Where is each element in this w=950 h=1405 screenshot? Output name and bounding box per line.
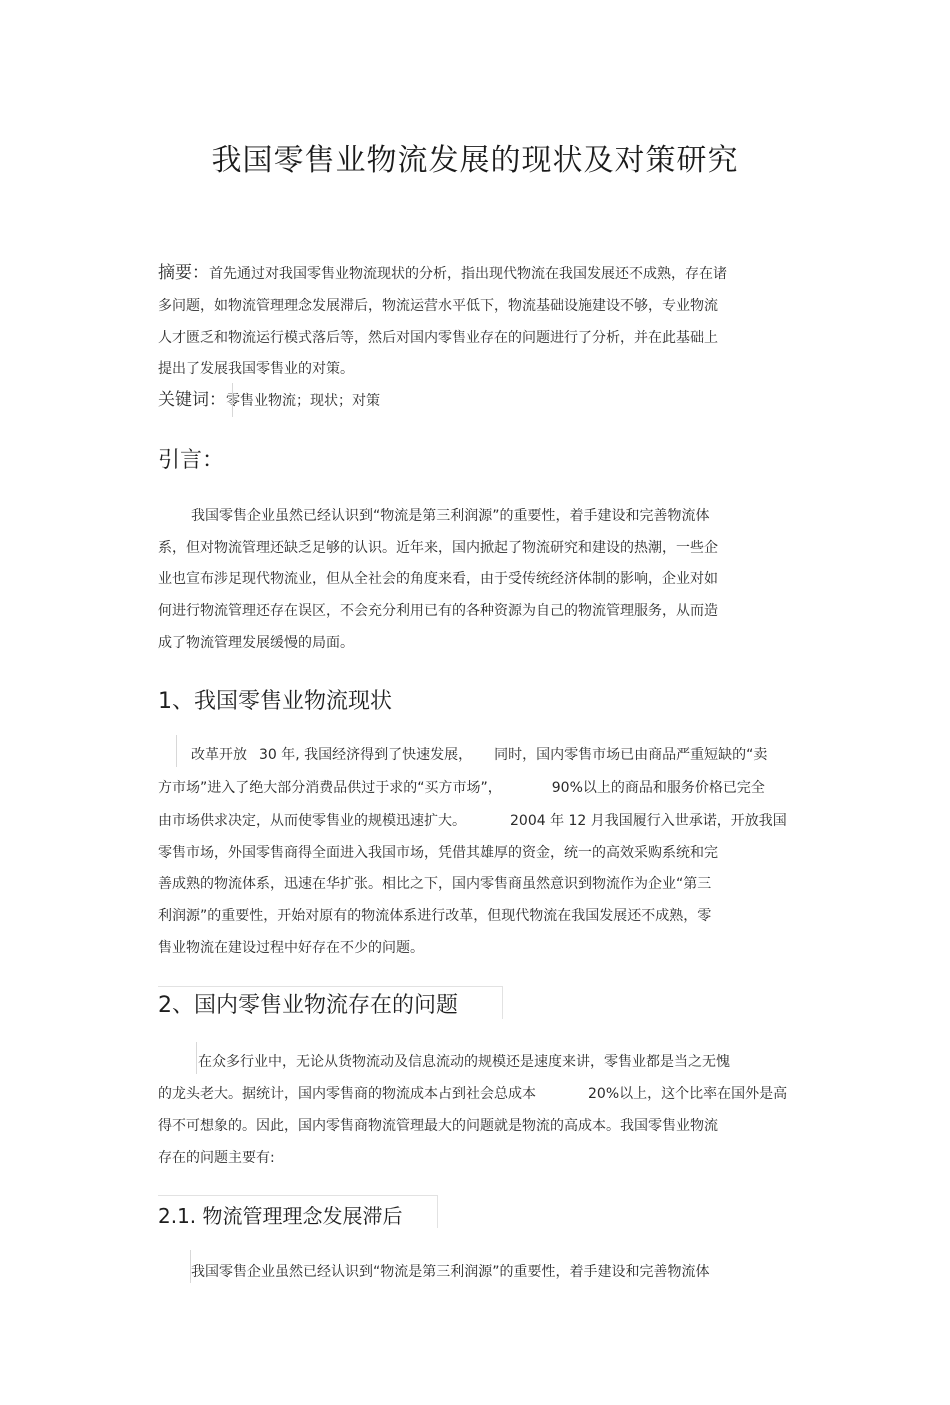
section-1-heading: 1、我国零售业物流现状: [158, 689, 392, 714]
abstract-line-4: 提出了发展我国零售业的对策。: [158, 361, 354, 377]
paragraph-mark: [176, 735, 177, 767]
section-1-text-1a: 改革开放: [191, 747, 247, 763]
section-1-line-4: 零售市场，外国零售商得全面进入我国市场，凭借其雄厚的资金，统一的高效采购系统和完: [158, 845, 718, 861]
intro-line-5: 成了物流管理发展缓慢的局面。: [158, 635, 354, 651]
section-2-1-line-1: 我国零售企业虽然已经认识到“物流是第三利润源”的重要性，着手建设和完善物流体: [191, 1264, 710, 1280]
section-1-line-3: [158, 812, 787, 830]
section-1-text-3a: 由市场供求决定，从而使零售业的规模迅速扩大。: [158, 813, 466, 829]
section-1-line-7: 售业物流在建设过程中好存在不少的问题。: [158, 940, 424, 956]
abstract-label: 摘要：: [158, 263, 209, 283]
abstract-line-2: 多问题，如物流管理理念发展滞后，物流运营水平低下，物流基础设施建设不够，专业物流: [158, 298, 718, 314]
section-1-text-2a: 方市场”进入了绝大部分消费品供过于求的“买方市场”，: [158, 780, 502, 796]
intro-line-1: 我国零售企业虽然已经认识到“物流是第三利润源”的重要性，着手建设和完善物流体: [191, 508, 710, 524]
intro-line-3: 业也宣布涉足现代物流业，但从全社会的角度来看，由于受传统经济体制的影响，企业对如: [158, 571, 718, 587]
intro-line-4: 何进行物流管理还存在误区，不会充分利用已有的各种资源为自己的物流管理服务，从而造: [158, 603, 718, 619]
section-2-line-2: [158, 1085, 787, 1103]
section-2-line-3: 得不可想象的。因此，国内零售商物流管理最大的问题就是物流的高成本。我国零售业物流: [158, 1118, 718, 1134]
text-cursor-mark: [232, 383, 233, 417]
section-2-1-heading: 2.1. 物流管理理念发展滞后: [158, 1204, 403, 1228]
section-1-text-2b: 90%以上的商品和服务价格已完全: [551, 780, 765, 796]
keywords-text: 零售业物流；现状；对策: [226, 393, 380, 409]
section-1-text-1b: 30 年, 我国经济得到了快速发展，: [259, 747, 473, 763]
section-2-line-1: 在众多行业中，无论从货物流动及信息流动的规模还是速度来讲，零售业都是当之无愧: [198, 1054, 730, 1070]
keywords-label: 关键词：: [158, 390, 226, 410]
document-title: 我国零售业物流发展的现状及对策研究: [211, 143, 739, 178]
section-1-line-2: [158, 779, 765, 797]
section-2-text-2b: 20%以上，这个比率在国外是高: [588, 1086, 788, 1102]
section-1-line-5: 善成熟的物流体系，迅速在华扩张。相比之下，国内零售商虽然意识到物流作为企业“第三: [158, 876, 712, 892]
section-2-text-2a: 的龙头老大。据统计，国内零售商的物流成本占到社会总成本: [158, 1086, 536, 1102]
abstract-text-1: 首先通过对我国零售业物流现状的分析，指出现代物流在我国发展还不成熟，存在诸: [209, 266, 727, 282]
section-2-line-4: 存在的问题主要有:: [158, 1150, 275, 1166]
section-2-heading: 2、国内零售业物流存在的问题: [158, 993, 458, 1018]
section-1-line-1: [191, 746, 767, 764]
paragraph-mark: [196, 1042, 197, 1074]
section-1-line-6: 利润源”的重要性，开始对原有的物流体系进行改革，但现代物流在我国发展还不成熟，零: [158, 908, 712, 924]
section-1-text-1c: 同时，国内零售市场已由商品严重短缺的“卖: [494, 747, 768, 763]
abstract-line-1: [158, 264, 727, 283]
abstract-line-3: 人才匮乏和物流运行模式落后等，然后对国内零售业存在的问题进行了分析，并在此基础上: [158, 330, 718, 346]
keywords-line: [158, 391, 380, 410]
intro-line-2: 系，但对物流管理还缺乏足够的认识。近年来，国内掀起了物流研究和建设的热潮，一些企: [158, 540, 718, 556]
section-1-text-3b: 2004 年 12 月我国履行入世承诺，开放我国: [510, 813, 787, 829]
intro-heading: 引言：: [158, 448, 225, 473]
